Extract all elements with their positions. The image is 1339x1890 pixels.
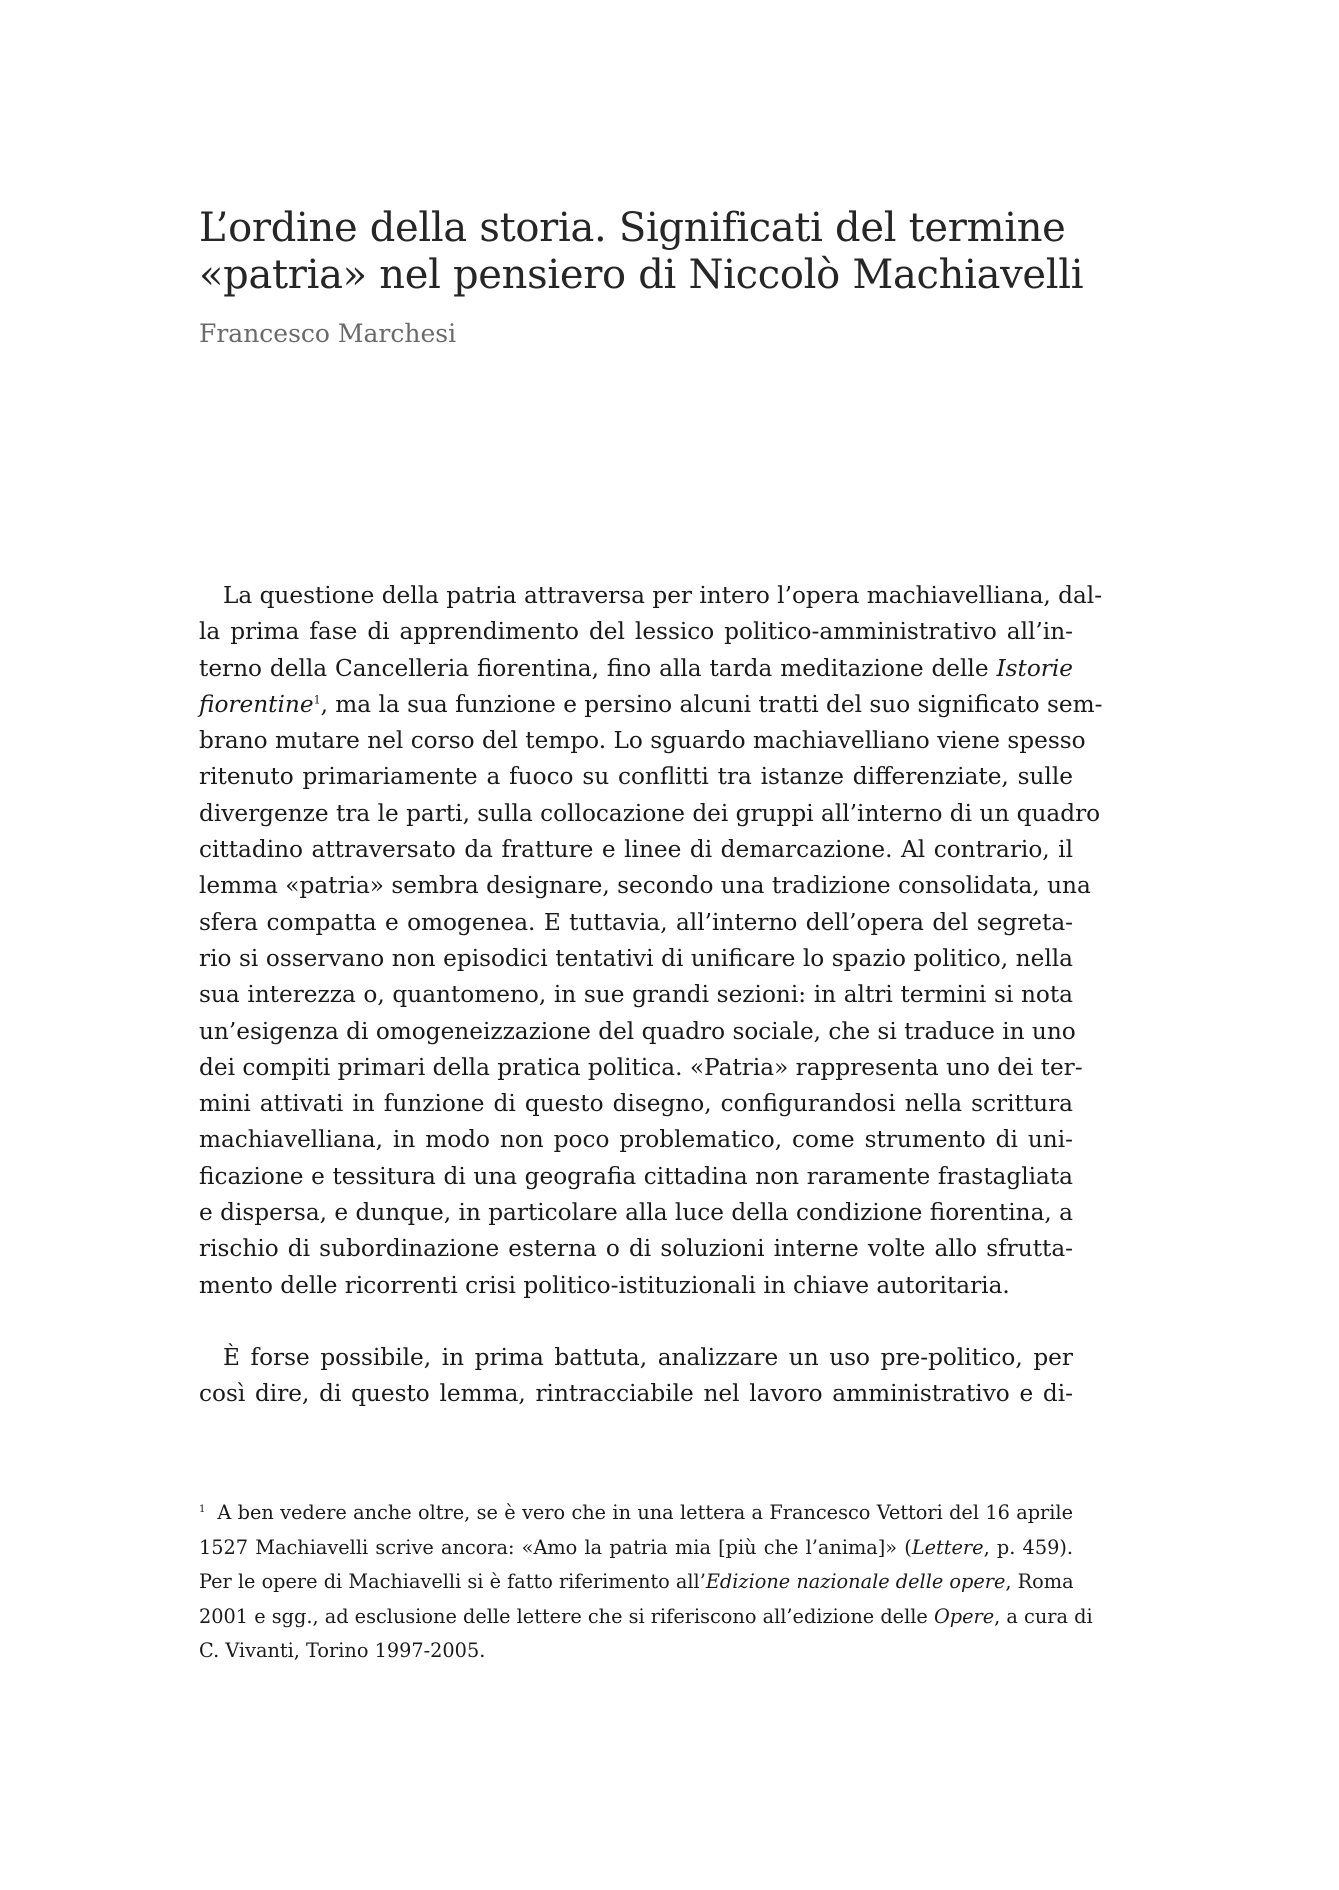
paragraph xyxy=(199,578,1103,1304)
text-run: , ma la sua funzione e persino alcuni tratti del suo significato sem- xyxy=(320,690,1103,718)
title-line: «patria» nel pensiero di Niccolò Machiavelli xyxy=(199,252,1084,298)
text-line: mini attivati in funzione di questo disegno, configurandosi nella scrittura xyxy=(199,1090,1073,1118)
text-line: brano mutare nel corso del tempo. Lo sguardo machiavelliano viene spesso xyxy=(199,727,1086,755)
footnote-line xyxy=(199,1496,1073,1531)
text-line: divergenze tra le parti, sulla collocazione dei gruppi all’interno di un quadro xyxy=(199,799,1101,827)
text-line: lemma «patria» sembra designare, secondo una tradizione consolidata, una xyxy=(199,872,1091,900)
text-line: dei compiti primari della pratica politica. «Patria» rappresenta uno dei ter- xyxy=(199,1053,1083,1081)
text-run: , a cura di xyxy=(994,1604,1093,1628)
author-name: Francesco Marchesi xyxy=(199,319,457,348)
text-line xyxy=(199,651,1073,687)
text-line: un’esigenza di omogeneizzazione del quadro sociale, che si traduce in uno xyxy=(199,1017,1076,1045)
text-line: È forse possibile, in prima battuta, analizzare un uso pre-politico, per xyxy=(223,1343,1073,1371)
text-run: 2001 e sgg., ad esclusione delle lettere che si riferiscono all’edizione delle xyxy=(199,1604,934,1628)
text-line: cittadino attraversato da fratture e linee di demarcazione. Al contrario, il xyxy=(199,836,1073,864)
italic-title: Edizione nazionale delle opere xyxy=(705,1570,1006,1593)
footnote-marker: 1 xyxy=(199,1503,206,1515)
footnotes xyxy=(199,1496,1093,1669)
text-line: ritenuto primariamente a fuoco su conflitti tra istanze differenziate, sulle xyxy=(199,763,1073,791)
text-line: sua interezza o, quantomeno, in sue grandi sezioni: in altri termini si nota xyxy=(199,981,1073,1009)
text-run: terno della Cancelleria fiorentina, fino alla tarda meditazione delle xyxy=(199,654,997,682)
italic-title: Lettere xyxy=(911,1535,984,1559)
text-line: La questione della patria attraversa per intero l’opera machiavelliana, dal- xyxy=(223,582,1103,609)
text-line: rio si osservano non episodici tentativi di unificare lo spazio politico, nella xyxy=(199,944,1073,972)
text-run: , Roma xyxy=(1005,1570,1074,1593)
body-text xyxy=(199,578,1103,1413)
footnote-reference[interactable]: 1 xyxy=(313,693,321,707)
text-line: sfera compatta e omogenea. E tuttavia, all’interno dell’opera del segreta- xyxy=(199,908,1073,936)
text-line: machiavelliana, in modo non poco problematico, come strumento di uni- xyxy=(199,1126,1073,1154)
text-run: A ben vedere anche oltre, se è vero che in una lettera a Francesco Vettori del 16 aprile xyxy=(217,1501,1073,1524)
article-title xyxy=(199,205,1099,299)
footnote-line: C. Vivanti, Torino 1997-2005. xyxy=(199,1639,486,1662)
italic-title: Istorie xyxy=(996,654,1073,682)
text-line: la prima fase di apprendimento del lessico politico-amministrativo all’in- xyxy=(199,618,1073,646)
text-line: mento delle ricorrenti crisi politico-istituzionali in chiave autoritaria. xyxy=(199,1271,1010,1299)
italic-title: Opere xyxy=(933,1604,995,1628)
text-run: Per le opere di Machiavelli si è fatto riferimento all’ xyxy=(199,1570,706,1593)
text-run: , p. 459). xyxy=(983,1535,1074,1559)
text-line: rischio di subordinazione esterna o di soluzioni interne volte allo sfrutta- xyxy=(199,1235,1073,1263)
text-line: ficazione e tessitura di una geografia cittadina non raramente frastagliata xyxy=(199,1162,1073,1190)
text-line xyxy=(199,687,1103,723)
footnote-line xyxy=(199,1531,1073,1566)
title-line: L’ordine della storia. Significati del termine xyxy=(199,205,1066,251)
paragraph xyxy=(199,1340,1073,1413)
footnote-line xyxy=(199,1565,1073,1600)
italic-title: fiorentine xyxy=(199,690,314,718)
text-line: così dire, di questo lemma, rintracciabile nel lavoro amministrativo e di- xyxy=(199,1380,1073,1408)
footnote-line xyxy=(199,1600,1093,1635)
text-line: e dispersa, e dunque, in particolare alla luce della condizione fiorentina, a xyxy=(199,1199,1073,1227)
text-run: 1527 Machiavelli scrive ancora: «Amo la patria mia [più che l’anima]» ( xyxy=(199,1535,912,1559)
